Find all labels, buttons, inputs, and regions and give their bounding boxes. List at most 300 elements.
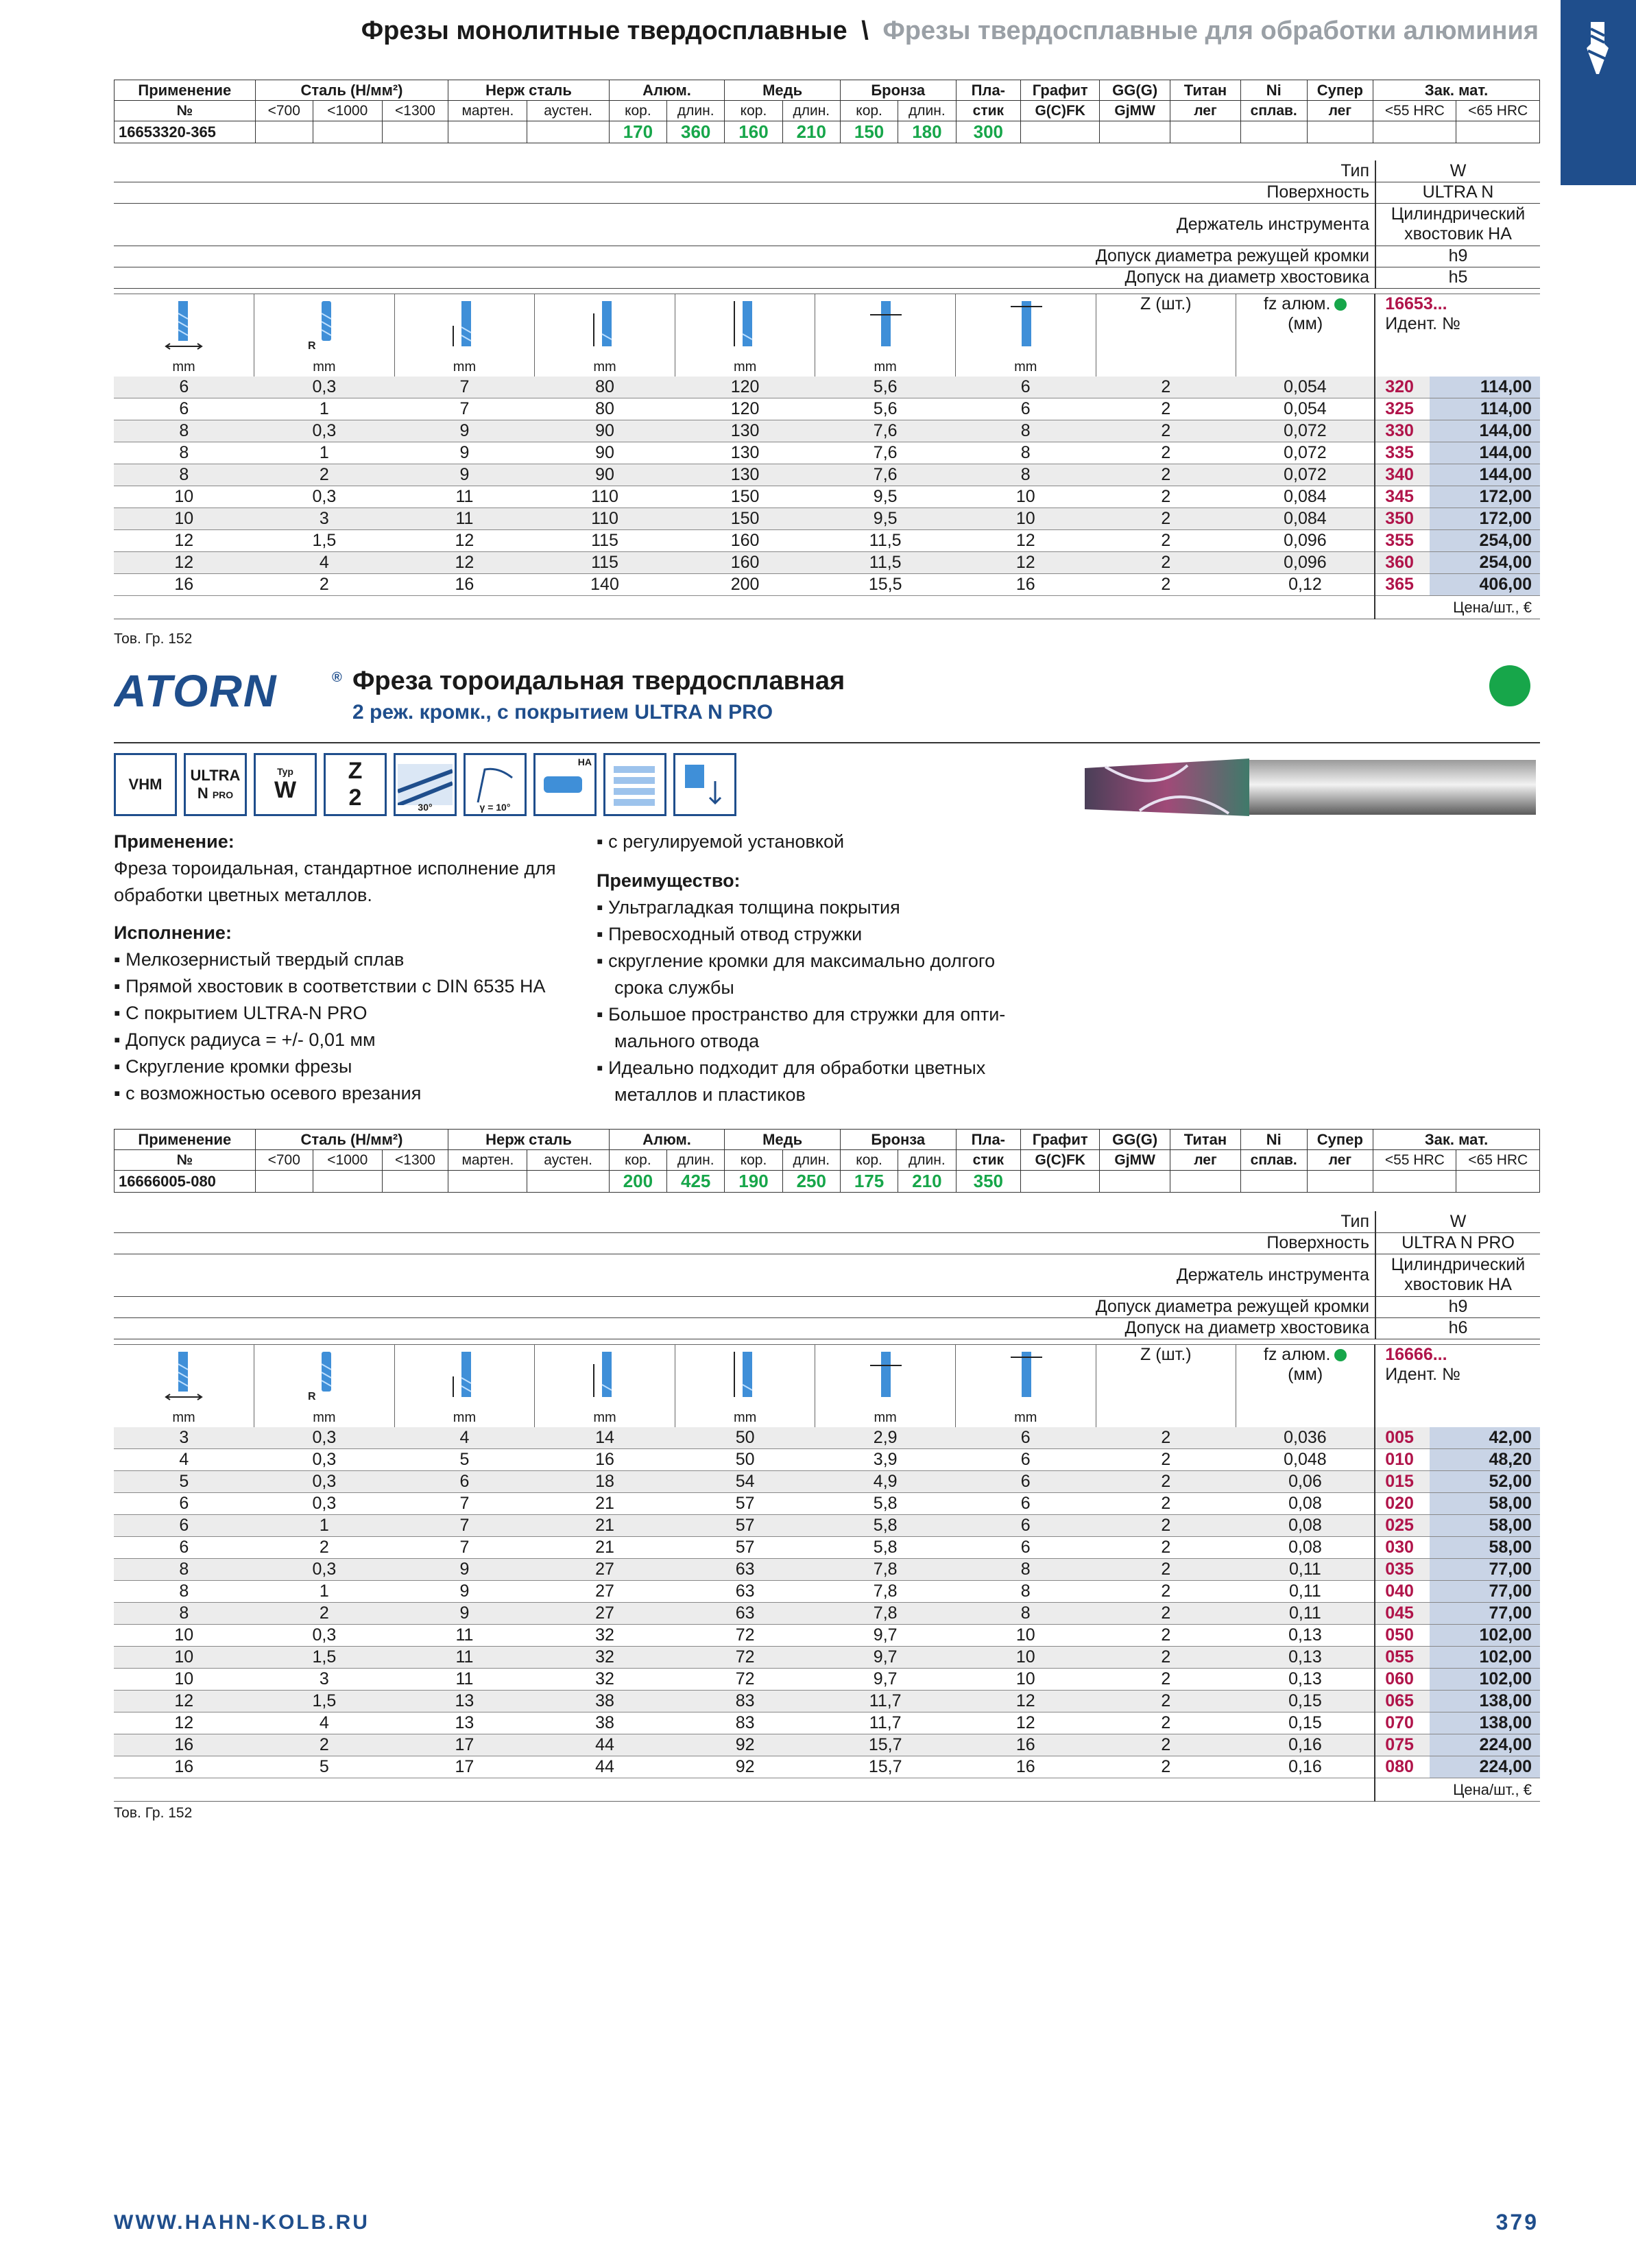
- alu-long: длин.: [667, 1150, 725, 1171]
- reach-length-icon: [584, 1350, 625, 1402]
- vhm-label: VHM: [128, 776, 163, 793]
- alu-long: длин.: [667, 101, 725, 121]
- cell-id[interactable]: 335: [1375, 442, 1430, 464]
- diameter-icon: [163, 1350, 204, 1402]
- type-w-icon: [254, 753, 317, 816]
- cell-l1: 13: [394, 1712, 535, 1734]
- cell-l2: 27: [535, 1603, 675, 1625]
- unit-mm: mm: [1014, 1409, 1037, 1425]
- cell-price: 138,00: [1430, 1691, 1540, 1712]
- category-separator: \: [861, 16, 869, 45]
- cell-d3: 10: [955, 1625, 1096, 1647]
- cell-r: 1: [254, 398, 395, 420]
- cell-d2: 7,8: [815, 1603, 956, 1625]
- spec-type-label: Тип: [114, 1211, 1375, 1232]
- col-aluminium: Алюм.: [609, 80, 725, 101]
- cell-d: 8: [114, 464, 254, 486]
- col-radius: [254, 1345, 395, 1427]
- cell-fz: 0,13: [1236, 1625, 1375, 1647]
- cell-l3: 72: [675, 1647, 815, 1669]
- cell-d3: 12: [955, 1691, 1096, 1712]
- cell-d3: 6: [955, 1515, 1096, 1537]
- holder-line-2: хвостовик HA: [1404, 1275, 1512, 1294]
- cell-l1: 11: [394, 486, 535, 508]
- total-length-icon: [725, 1350, 766, 1402]
- bronze-long: длин.: [898, 1150, 956, 1171]
- cell-price: 42,00: [1430, 1427, 1540, 1449]
- application-text-1: Фреза тороидальная, стандартное исполнение для: [114, 858, 556, 879]
- cell-l3: 150: [675, 486, 815, 508]
- cell-d3: 16: [955, 574, 1096, 596]
- hardened-lt55: <55 HRC: [1373, 101, 1456, 121]
- cell-l2: 38: [535, 1712, 675, 1734]
- cell-fz: 0,08: [1236, 1537, 1375, 1559]
- cell-id[interactable]: 015: [1375, 1471, 1430, 1493]
- col-radius: [254, 294, 395, 377]
- cell-l1: 11: [394, 1625, 535, 1647]
- cell-d2: 11,5: [815, 552, 956, 574]
- col-application: Применение: [115, 1130, 256, 1150]
- svg-text:R: R: [307, 1391, 316, 1402]
- cell-l2: 140: [535, 574, 675, 596]
- cell-d2: 7,8: [815, 1581, 956, 1603]
- cell-l3: 57: [675, 1537, 815, 1559]
- alu-short: кор.: [609, 1150, 666, 1171]
- brand-logo: [114, 665, 347, 718]
- col-copper: Медь: [725, 1130, 841, 1150]
- cell-d2: 4,9: [815, 1471, 956, 1493]
- cell-d3: 8: [955, 442, 1096, 464]
- green-dot-icon: [1334, 1349, 1347, 1361]
- cell-fz: 0,036: [1236, 1427, 1375, 1449]
- cell-r: 0,3: [254, 1427, 395, 1449]
- total-length-icon: [725, 300, 766, 352]
- cell-d3: 8: [955, 1559, 1096, 1581]
- website-link[interactable]: WWW.HAHN-KOLB.RU: [114, 2211, 370, 2234]
- cell-l1: 7: [394, 377, 535, 398]
- cell-l2: 14: [535, 1427, 675, 1449]
- cell-l3: 54: [675, 1471, 815, 1493]
- cell-d: 10: [114, 1647, 254, 1669]
- col-ident: [1375, 294, 1540, 377]
- axial-plunge-icon: [673, 753, 736, 816]
- cell-l1: 13: [394, 1691, 535, 1712]
- cell-fz: 0,054: [1236, 398, 1375, 420]
- cell-price: 172,00: [1430, 486, 1540, 508]
- cell-price: 224,00: [1430, 1734, 1540, 1756]
- holder-line-2: хвостовик HA: [1404, 224, 1512, 243]
- unit-mm: mm: [733, 359, 757, 374]
- spec-holder-label: Держатель инструмента: [114, 203, 1375, 246]
- table-row: [114, 442, 1540, 464]
- col-steel: Сталь (Н/мм²): [255, 1130, 448, 1150]
- col-feed: [1236, 294, 1375, 377]
- cell-d3: 12: [955, 1712, 1096, 1734]
- cell-l2: 16: [535, 1449, 675, 1471]
- list-item: ▪ Мелкозернистый твердый сплав: [114, 946, 594, 973]
- list-item-cont: мального отвода: [614, 1031, 760, 1051]
- cell-fz: 0,13: [1236, 1669, 1375, 1691]
- col-flutes: Z (шт.): [1096, 1345, 1236, 1427]
- cell-d2: 5,6: [815, 377, 956, 398]
- cell-fz: 0,08: [1236, 1493, 1375, 1515]
- cell-id[interactable]: 070: [1375, 1712, 1430, 1734]
- speed-plastic: 350: [956, 1171, 1021, 1193]
- cell-id[interactable]: 050: [1375, 1625, 1430, 1647]
- material-dot-icon: [1489, 665, 1530, 706]
- cell-id[interactable]: 005: [1375, 1427, 1430, 1449]
- list-item: ▪ С покрытием ULTRA-N PRO: [114, 1000, 594, 1027]
- cell-id[interactable]: 340: [1375, 464, 1430, 486]
- cell-z: 2: [1096, 442, 1236, 464]
- spec-shank-tol-value: h5: [1375, 267, 1540, 288]
- cell-id[interactable]: 030: [1375, 1537, 1430, 1559]
- cell-l3: 63: [675, 1559, 815, 1581]
- cell-z: 2: [1096, 464, 1236, 486]
- neck-diameter-icon: [865, 1350, 906, 1402]
- cell-id[interactable]: 355: [1375, 530, 1430, 552]
- bronze-short: кор.: [840, 1150, 898, 1171]
- unit-mm: mm: [313, 359, 336, 374]
- cell-d: 6: [114, 398, 254, 420]
- spec-shank-tol-label: Допуск на диаметр хвостовика: [114, 267, 1375, 288]
- unit-mm: mm: [453, 359, 477, 374]
- product-group-label: Тов. Гр. 152: [114, 631, 193, 647]
- col-application: Применение: [115, 80, 256, 101]
- cell-id[interactable]: 350: [1375, 508, 1430, 530]
- product-subtitle: 2 реж. кромк., с покрытием ULTRA N PRO: [352, 701, 773, 724]
- cell-d: 8: [114, 1581, 254, 1603]
- spec-diam-tol-label: Допуск диаметра режущей кромки: [114, 1296, 1375, 1317]
- cell-id[interactable]: 360: [1375, 552, 1430, 574]
- col-nickel: Ni: [1240, 80, 1307, 101]
- cell-d3: 16: [955, 1734, 1096, 1756]
- cell-fz: 0,11: [1236, 1603, 1375, 1625]
- cell-r: 2: [254, 464, 395, 486]
- advantage-list: [597, 894, 1076, 1108]
- col-hardened: Зак. мат.: [1373, 1130, 1540, 1150]
- application-text-2: обработки цветных металлов.: [114, 885, 372, 905]
- description-right: [597, 828, 1076, 1108]
- category-sub: Фрезы твердосплавные для обработки алюминия: [882, 16, 1539, 45]
- cell-id[interactable]: 020: [1375, 1493, 1430, 1515]
- cell-d3: 6: [955, 1427, 1096, 1449]
- speed-copper-long: 250: [782, 1171, 840, 1193]
- cell-d: 10: [114, 508, 254, 530]
- col-cast-iron: GG(G): [1100, 1130, 1170, 1150]
- cell-d3: 12: [955, 530, 1096, 552]
- cell-d2: 11,7: [815, 1712, 956, 1734]
- article-range: 16653320-365: [115, 121, 256, 143]
- cell-d3: 8: [955, 1581, 1096, 1603]
- cell-l3: 92: [675, 1756, 815, 1778]
- speed-copper-long: 210: [782, 121, 840, 143]
- cell-fz: 0,12: [1236, 574, 1375, 596]
- cell-id[interactable]: 025: [1375, 1515, 1430, 1537]
- cell-price: 52,00: [1430, 1471, 1540, 1493]
- corner-radius-icon: [304, 1350, 345, 1402]
- cell-l3: 160: [675, 530, 815, 552]
- cell-l1: 17: [394, 1734, 535, 1756]
- table-row: [114, 1537, 1540, 1559]
- copper-long: длин.: [782, 101, 840, 121]
- speed-bronze-long: 180: [898, 121, 956, 143]
- cell-d: 5: [114, 1471, 254, 1493]
- cell-id[interactable]: 345: [1375, 486, 1430, 508]
- section-tab[interactable]: [1561, 0, 1636, 185]
- ultra-label: ULTRA: [190, 767, 241, 784]
- cell-l1: 6: [394, 1471, 535, 1493]
- cell-l1: 9: [394, 1581, 535, 1603]
- col-stainless: Нерж сталь: [448, 80, 609, 101]
- cell-id[interactable]: 035: [1375, 1559, 1430, 1581]
- cell-price: 48,20: [1430, 1449, 1540, 1471]
- typ-w-label: W: [274, 776, 297, 803]
- speed-bronze-long: 210: [898, 1171, 956, 1193]
- table-row: [114, 1493, 1540, 1515]
- col-plastic: Пла-: [956, 1130, 1021, 1150]
- cell-price: 138,00: [1430, 1712, 1540, 1734]
- spec-type-value: W: [1375, 1211, 1540, 1232]
- speed-bronze-short: 175: [840, 1171, 898, 1193]
- cell-d: 8: [114, 1559, 254, 1581]
- table-row: [114, 530, 1540, 552]
- cell-id[interactable]: 320: [1375, 377, 1430, 398]
- diameter-icon: [163, 300, 204, 352]
- col-diameter: [114, 294, 254, 377]
- cell-price: 406,00: [1430, 574, 1540, 596]
- tool-photo: [1078, 754, 1537, 824]
- list-item-cont: металлов и пластиков: [614, 1084, 806, 1105]
- superalloy-label-2: лег: [1307, 1150, 1373, 1171]
- cell-l2: 110: [535, 508, 675, 530]
- cell-d: 10: [114, 1625, 254, 1647]
- spec-surface-label: Поверхность: [114, 1232, 1375, 1254]
- spec-holder-value: [1375, 203, 1540, 246]
- cell-l2: 32: [535, 1669, 675, 1691]
- cell-id[interactable]: 055: [1375, 1647, 1430, 1669]
- cell-r: 3: [254, 1669, 395, 1691]
- table-row: [114, 377, 1540, 398]
- col-superalloy: Супер: [1307, 80, 1373, 101]
- cell-z: 2: [1096, 1712, 1236, 1734]
- steel-lt1300: <1300: [382, 101, 448, 121]
- cell-id[interactable]: 330: [1375, 420, 1430, 442]
- cell-d2: 9,7: [815, 1669, 956, 1691]
- cast-iron-label-2: GjMW: [1100, 101, 1170, 121]
- cell-r: 0,3: [254, 1493, 395, 1515]
- cell-l1: 7: [394, 1537, 535, 1559]
- cell-r: 4: [254, 1712, 395, 1734]
- cell-d3: 6: [955, 1449, 1096, 1471]
- helix-label: 30°: [418, 802, 433, 813]
- cell-price: 58,00: [1430, 1493, 1540, 1515]
- price-label: Цена/шт., €: [1375, 596, 1540, 619]
- cell-id[interactable]: 365: [1375, 574, 1430, 596]
- ident-label: Идент. №: [1385, 1365, 1460, 1384]
- cell-fz: 0,096: [1236, 552, 1375, 574]
- copper-short: кор.: [725, 1150, 782, 1171]
- cell-z: 2: [1096, 1625, 1236, 1647]
- cell-l3: 130: [675, 420, 815, 442]
- list-item: ▪ Ультрагладкая толщина покрытия: [597, 894, 1076, 921]
- cell-l3: 150: [675, 508, 815, 530]
- ultra-n-pro-icon: [184, 753, 247, 816]
- cell-z: 2: [1096, 377, 1236, 398]
- cell-d2: 9,7: [815, 1647, 956, 1669]
- unit-mm: mm: [172, 359, 195, 374]
- cell-id[interactable]: 060: [1375, 1669, 1430, 1691]
- cell-id[interactable]: 045: [1375, 1603, 1430, 1625]
- speed-copper-short: 160: [725, 121, 782, 143]
- cell-id[interactable]: 075: [1375, 1734, 1430, 1756]
- drill-icon: [1578, 21, 1617, 75]
- spec-shank-tol-label: Допуск на диаметр хвостовика: [114, 1317, 1375, 1339]
- table-row: [114, 1691, 1540, 1712]
- ident-prefix: 16666...: [1385, 1345, 1447, 1364]
- stainless-austenitic: аустен.: [527, 101, 609, 121]
- cell-l3: 50: [675, 1449, 815, 1471]
- cell-id[interactable]: 080: [1375, 1756, 1430, 1778]
- cell-l3: 83: [675, 1691, 815, 1712]
- cell-d: 4: [114, 1449, 254, 1471]
- cell-l1: 12: [394, 530, 535, 552]
- col-total-length: [675, 294, 815, 377]
- product-table-2: [114, 1344, 1540, 1802]
- cell-d: 16: [114, 1734, 254, 1756]
- cell-z: 2: [1096, 552, 1236, 574]
- unit-mm: mm: [593, 1409, 616, 1425]
- cell-id[interactable]: 325: [1375, 398, 1430, 420]
- cell-r: 2: [254, 1603, 395, 1625]
- stainless-martensitic: мартен.: [448, 1150, 527, 1171]
- bronze-long: длин.: [898, 101, 956, 121]
- cell-price: 77,00: [1430, 1603, 1540, 1625]
- steel-lt1000: <1000: [313, 101, 382, 121]
- cell-z: 2: [1096, 1669, 1236, 1691]
- cell-r: 2: [254, 1734, 395, 1756]
- cell-d3: 16: [955, 1756, 1096, 1778]
- list-item: ▪ Допуск радиуса = +/- 0,01 мм: [114, 1027, 594, 1053]
- steel-lt700: <700: [255, 101, 313, 121]
- col-neck-diameter: [815, 1345, 956, 1427]
- table-row: [114, 1427, 1540, 1449]
- spec-table-1: [114, 160, 1540, 289]
- cell-price: 58,00: [1430, 1515, 1540, 1537]
- feature-icons: [114, 753, 736, 816]
- shank-ha-icon: [533, 753, 597, 816]
- col-nickel: Ni: [1240, 1130, 1307, 1150]
- spec-holder-value: [1375, 1254, 1540, 1296]
- neck-diameter-icon: [865, 300, 906, 352]
- cell-r: 1,5: [254, 1647, 395, 1669]
- cell-l3: 120: [675, 398, 815, 420]
- steel-lt700: <700: [255, 1150, 313, 1171]
- cell-d: 6: [114, 1537, 254, 1559]
- cell-price: 58,00: [1430, 1537, 1540, 1559]
- nickel-label-2: сплав.: [1240, 101, 1307, 121]
- cell-price: 224,00: [1430, 1756, 1540, 1778]
- spec-shank-tol-value: h6: [1375, 1317, 1540, 1339]
- superalloy-label-2: лег: [1307, 101, 1373, 121]
- cell-id[interactable]: 040: [1375, 1581, 1430, 1603]
- cell-fz: 0,054: [1236, 377, 1375, 398]
- cell-l3: 200: [675, 574, 815, 596]
- unit-mm: mm: [733, 1409, 757, 1425]
- col-superalloy: Супер: [1307, 1130, 1373, 1150]
- cell-price: 102,00: [1430, 1647, 1540, 1669]
- cell-id[interactable]: 065: [1375, 1691, 1430, 1712]
- cell-l1: 16: [394, 574, 535, 596]
- cell-d: 12: [114, 552, 254, 574]
- svg-text:®: ®: [332, 670, 342, 685]
- table-row: [114, 552, 1540, 574]
- cell-l3: 50: [675, 1427, 815, 1449]
- price-label: Цена/шт., €: [1375, 1778, 1540, 1802]
- cell-z: 2: [1096, 1427, 1236, 1449]
- cell-fz: 0,15: [1236, 1691, 1375, 1712]
- cell-l3: 92: [675, 1734, 815, 1756]
- col-cutting-length: [394, 294, 535, 377]
- hardened-lt65: <65 HRC: [1456, 1150, 1540, 1171]
- cell-price: 254,00: [1430, 530, 1540, 552]
- feed-label: fz алюм.: [1263, 1345, 1331, 1364]
- product-group-label: Тов. Гр. 152: [114, 1805, 193, 1821]
- cell-d2: 11,5: [815, 530, 956, 552]
- svg-text:R: R: [307, 340, 316, 352]
- col-total-length: [675, 1345, 815, 1427]
- cell-d3: 6: [955, 1471, 1096, 1493]
- green-dot-icon: [1334, 298, 1347, 311]
- feed-unit: (мм): [1288, 1365, 1323, 1384]
- corner-radius-icon: [304, 300, 345, 352]
- cell-r: 0,3: [254, 1625, 395, 1647]
- cell-z: 2: [1096, 1493, 1236, 1515]
- spec-holder-label: Держатель инструмента: [114, 1254, 1375, 1296]
- description-left: [114, 828, 594, 1107]
- page-number: 379: [1495, 2210, 1539, 2234]
- col-diameter: [114, 1345, 254, 1427]
- hardened-lt55: <55 HRC: [1373, 1150, 1456, 1171]
- cell-id[interactable]: 010: [1375, 1449, 1430, 1471]
- execution-heading: Исполнение:: [114, 922, 232, 943]
- col-cutting-length: [394, 1345, 535, 1427]
- cell-l2: 21: [535, 1515, 675, 1537]
- holder-line-1: Цилиндрический: [1391, 1255, 1526, 1274]
- cell-price: 102,00: [1430, 1625, 1540, 1647]
- stainless-martensitic: мартен.: [448, 101, 527, 121]
- cell-d: 3: [114, 1427, 254, 1449]
- table-row: [114, 1515, 1540, 1537]
- table-row: [114, 464, 1540, 486]
- execution-list: [114, 946, 594, 1107]
- article-range: 16666005-080: [115, 1171, 256, 1193]
- col-number: №: [115, 1150, 256, 1171]
- cell-d3: 8: [955, 420, 1096, 442]
- cell-l1: 7: [394, 398, 535, 420]
- advantage-heading: Преимущество:: [597, 870, 741, 891]
- cell-l2: 21: [535, 1537, 675, 1559]
- table-row: [114, 1581, 1540, 1603]
- cell-r: 1: [254, 1515, 395, 1537]
- cell-l2: 21: [535, 1493, 675, 1515]
- col-cast-iron: GG(G): [1100, 80, 1170, 101]
- unit-mm: mm: [874, 1409, 897, 1425]
- holder-line-1: Цилиндрический: [1391, 204, 1526, 224]
- flutes-icon: [324, 753, 387, 816]
- col-plastic: Пла-: [956, 80, 1021, 101]
- cell-r: 1: [254, 442, 395, 464]
